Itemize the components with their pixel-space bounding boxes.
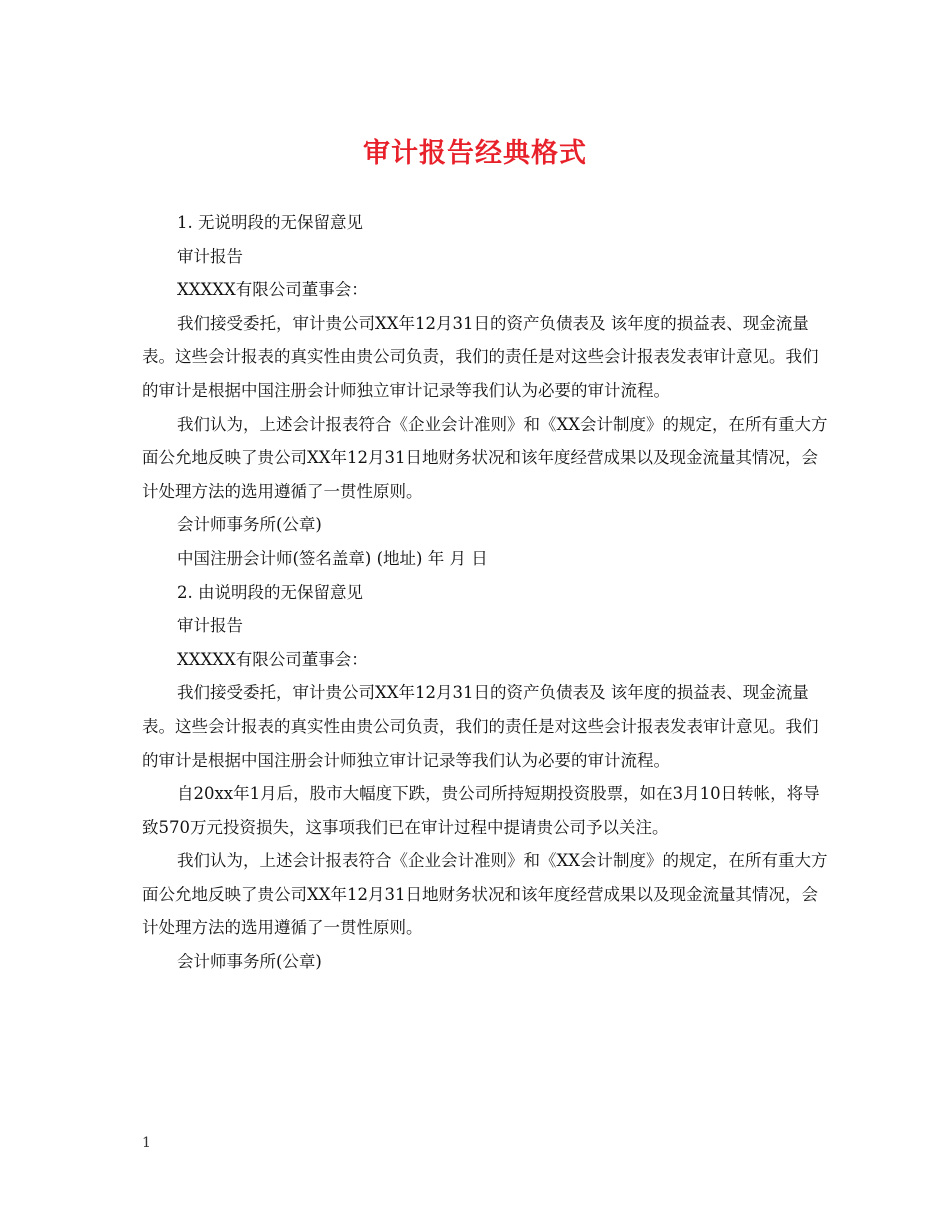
paragraph-explanatory: 自20xx年1月后，股市大幅度下跌，贵公司所持短期投资股票，如在3月10日转帐，将导致570万元投资损失，这事项我们已在审计过程中提请贵公司予以关注。 (142, 784, 820, 837)
paragraph-opinion: 我们认为，上述会计报表符合《企业会计准则》和《XX会计制度》的规定，在所有重大方面公允地反映了贵公司XX年12月31日地财务状况和该年度经营成果以及现金流量其情况，会计处理方法的选用遵循了一贯性原则。 (142, 414, 828, 501)
document-body (142, 206, 832, 979)
paragraph-scope: 我们接受委托，审计贵公司XX年12月31日的资产负债表及 该年度的损益表、现金流量表。这些会计报表的真实性由贵公司负责，我们的责任是对这些会计报表发表审计意见。我们的审计是根据中国注册会计师独立审计记录等我们认为必要的审计流程。 (142, 313, 819, 400)
signature-line: 中国注册会计师(签名盖章) (地址) 年 月 日 (177, 548, 488, 568)
report-heading: 审计报告 (177, 246, 243, 266)
firm-seal: 会计师事务所(公章) (177, 952, 322, 972)
page-number: 1 (142, 1135, 151, 1151)
document-title: 审计报告经典格式 (363, 138, 587, 169)
firm-seal: 会计师事务所(公章) (177, 515, 322, 535)
addressee: XXXXX有限公司董事会： (177, 280, 368, 300)
report-heading: 审计报告 (177, 616, 243, 636)
section-heading-2: 2. 由说明段的无保留意见 (177, 582, 363, 602)
section-heading-1: 1. 无说明段的无保留意见 (177, 213, 363, 232)
addressee: XXXXX有限公司董事会： (177, 649, 368, 669)
paragraph-opinion: 我们认为，上述会计报表符合《企业会计准则》和《XX会计制度》的规定，在所有重大方面公允地反映了贵公司XX年12月31日地财务状况和该年度经营成果以及现金流量其情况，会计处理方法的选用遵循了一贯性原则。 (142, 851, 828, 938)
paragraph-scope: 我们接受委托，审计贵公司XX年12月31日的资产负债表及 该年度的损益表、现金流量表。这些会计报表的真实性由贵公司负责，我们的责任是对这些会计报表发表审计意见。我们的审计是根据中国注册会计师独立审计记录等我们认为必要的审计流程。 (142, 683, 819, 770)
